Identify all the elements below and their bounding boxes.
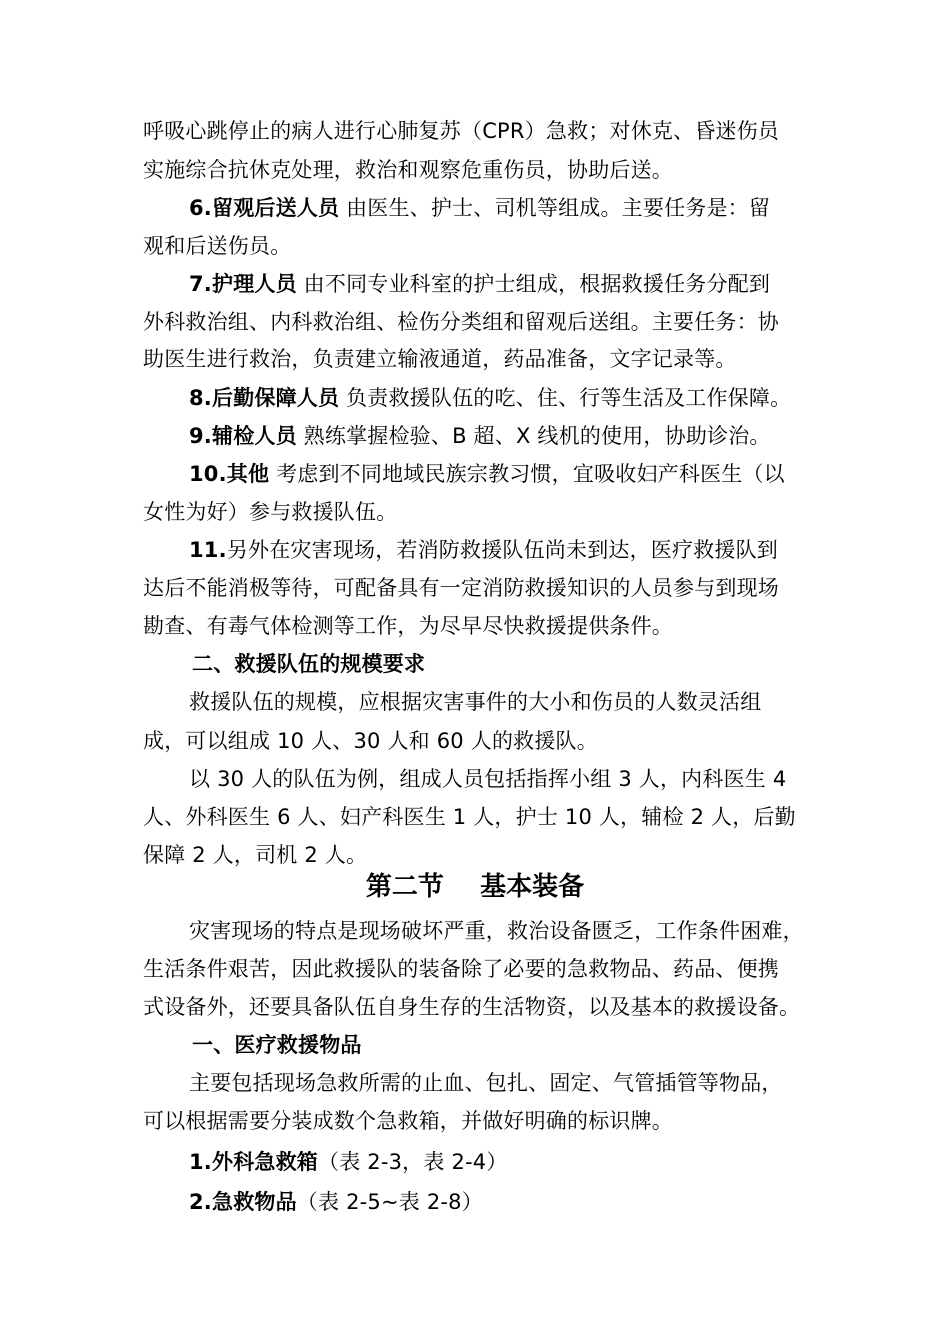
item-emergency-supplies-line: 2.急救物品（表 2-5~表 2-8） (189, 1190, 483, 1214)
paragraph-line: 人、外科医生 6 人、妇产科医生 1 人，护士 10 人，辅检 2 人，后勤 (143, 805, 796, 829)
paragraph-line: 生活条件艰苦，因此救援队的装备除了必要的急救物品、药品、便携 (143, 957, 779, 981)
item-6-line: 6.留观后送人员 由医生、护士、司机等组成。主要任务是：留 (189, 196, 771, 220)
paragraph-line: 实施综合抗休克处理，救治和观察危重伤员，协助后送。 (143, 158, 673, 182)
paragraph-line: 保障 2 人，司机 2 人。 (143, 843, 368, 867)
paragraph-line: 成，可以组成 10 人、30 人和 60 人的救援队。 (143, 729, 598, 753)
paragraph-line: 女性为好）参与救援队伍。 (143, 500, 398, 524)
paragraph-line: 外科救治组、内科救治组、检伤分类组和留观后送组。主要任务：协 (143, 310, 779, 334)
item-11-line: 11.另外在灾害现场，若消防救援队伍尚未到达，医疗救援队到 (189, 538, 779, 562)
paragraph-line: 观和后送伤员。 (143, 234, 292, 258)
paragraph-line: 式设备外，还要具备队伍自身生存的生活物资，以及基本的救援设备。 (143, 995, 801, 1019)
subheading-medical-supplies: 一、医疗救援物品 (192, 1033, 362, 1057)
paragraph-line: 可以根据需要分装成数个急救箱，并做好明确的标识牌。 (143, 1109, 673, 1133)
paragraph-line: 救援队伍的规模，应根据灾害事件的大小和伤员的人数灵活组 (189, 690, 762, 714)
item-7-line: 7.护理人员 由不同专业科室的护士组成，根据救援任务分配到 (189, 272, 771, 296)
item-8-line: 8.后勤保障人员 负责救援队伍的吃、住、行等生活及工作保障。 (189, 386, 792, 410)
section-title: 第二节 基本装备 (365, 872, 585, 902)
item-surgical-kit-line: 1.外科急救箱（表 2-3，表 2-4） (189, 1150, 508, 1174)
paragraph-line: 助医生进行救治，负责建立输液通道，药品准备，文字记录等。 (143, 347, 737, 371)
item-10-line: 10.其他 考虑到不同地域民族宗教习惯，宜吸收妇产科医生（以 (189, 462, 785, 486)
paragraph-line: 以 30 人的队伍为例，组成人员包括指挥小组 3 人，内科医生 4 (189, 767, 787, 791)
paragraph-line: 勘查、有毒气体检测等工作，为尽早尽快救援提供条件。 (143, 614, 673, 638)
subheading-team-size: 二、救援队伍的规模要求 (192, 652, 426, 676)
item-9-line: 9.辅检人员 熟练掌握检验、B 超、X 线机的使用，协助诊治。 (189, 424, 771, 448)
paragraph-line: 达后不能消极等待，可配备具有一定消防救援知识的人员参与到现场 (143, 576, 779, 600)
paragraph-line: 灾害现场的特点是现场破坏严重，救治设备匮乏，工作条件困难， (189, 919, 804, 943)
paragraph-line: 主要包括现场急救所需的止血、包扎、固定、气管插管等物品， (189, 1071, 783, 1095)
paragraph-line: 呼吸心跳停止的病人进行心肺复苏（CPR）急救；对休克、昏迷伤员 (143, 119, 780, 143)
